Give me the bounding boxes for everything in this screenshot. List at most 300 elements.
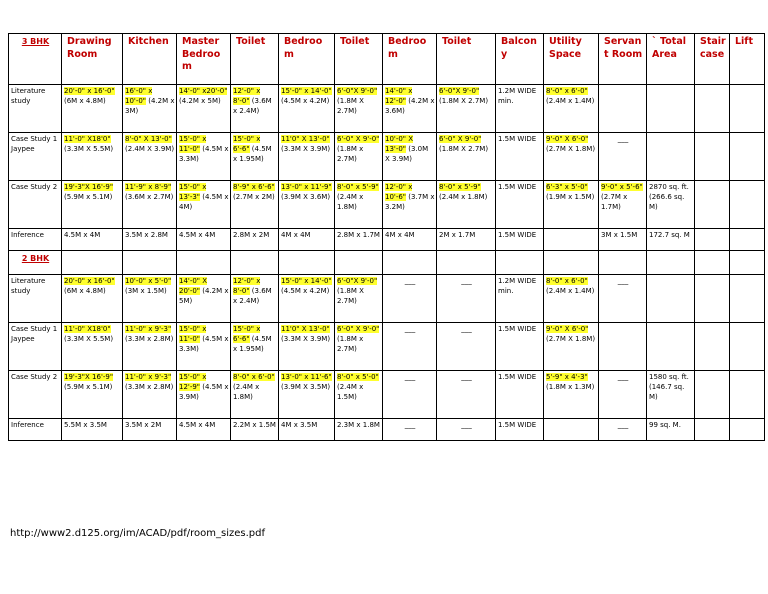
- dimension-metric: (4.5M x 3.9M): [179, 383, 229, 401]
- table-cell: [496, 251, 544, 275]
- table-cell: [544, 251, 599, 275]
- dimension-highlight: 12'-0" x 8'-0": [233, 87, 261, 105]
- table-row: [9, 371, 765, 419]
- dimension-metric: (4.5M x 3.3M): [179, 335, 229, 353]
- cell-text: 5.5M x 3.5M: [64, 421, 107, 429]
- table-cell: [335, 419, 383, 441]
- table-row: [9, 419, 765, 441]
- table-cell: [279, 133, 335, 181]
- cell-text: Case Study 1 Jaypee: [11, 135, 58, 153]
- cell-text: Case Study 2: [11, 373, 58, 381]
- table-cell: [599, 85, 647, 133]
- dimension-highlight: 10'-0" X 13'-0": [385, 135, 414, 153]
- table-cell: [496, 229, 544, 251]
- section-label-3bhk: 3 BHK: [9, 34, 62, 85]
- table-cell: [437, 181, 496, 229]
- dimension-metric: (4.2M x 5M): [179, 287, 229, 305]
- table-cell: [279, 323, 335, 371]
- dimension-metric: (3M x 1.5M): [125, 287, 167, 295]
- row-label: [9, 323, 62, 371]
- dimension-metric: (1.9M x 1.5M): [546, 193, 595, 201]
- table-row: [9, 133, 765, 181]
- table-cell: [647, 133, 695, 181]
- dimension-metric: (2.4M x 1.8M): [233, 383, 260, 401]
- table-cell: [695, 251, 730, 275]
- table-row: [9, 323, 765, 371]
- table-cell: [279, 85, 335, 133]
- cell-text: Case Study 2: [11, 183, 58, 191]
- table-cell: [335, 275, 383, 323]
- table-cell: [177, 323, 231, 371]
- cell-text: 4.5M x 4M: [64, 231, 101, 239]
- dimension-highlight: 11'-9" x 8'-9": [125, 183, 172, 191]
- cell-text: 2.8M x 1.7M: [337, 231, 380, 239]
- table-row: [9, 275, 765, 323]
- table-cell: [177, 275, 231, 323]
- dimension-highlight: 11'0" X 13'-0": [281, 135, 330, 143]
- table-cell: [544, 229, 599, 251]
- table-cell: [335, 251, 383, 275]
- dimension-metric: (3.9M X 3.6M): [281, 193, 331, 201]
- dimension-metric: (1.8M x 1.3M): [546, 383, 595, 391]
- column-header: Drawing Room: [62, 34, 123, 85]
- dimension-metric: (3.6M x 2.4M): [233, 287, 272, 305]
- cell-text: ___: [404, 277, 416, 285]
- column-header: Toilet: [231, 34, 279, 85]
- room-sizes-table: [8, 33, 765, 441]
- dimension-highlight: 6'-0" X 9'-0": [337, 135, 380, 143]
- cell-text: 1.5M WIDE: [498, 231, 537, 239]
- dimension-metric: (2.7M X 1.8M): [546, 335, 596, 343]
- row-label: [9, 371, 62, 419]
- dimension-metric: (3.3M X 5.5M): [64, 335, 114, 343]
- cell-text: ___: [404, 421, 416, 429]
- table-cell: [123, 85, 177, 133]
- dimension-metric: (4.5M x 1.95M): [233, 145, 272, 163]
- cell-text: 1.5M WIDE: [498, 421, 537, 429]
- cell-text: Case Study 1 Jaypee: [11, 325, 58, 343]
- dimension-metric: (5.9M x 5.1M): [64, 193, 113, 201]
- table-cell: [62, 371, 123, 419]
- cell-text: 2870 sq. ft. (266.6 sq. M): [649, 183, 689, 211]
- cell-text: 4.5M x 4M: [179, 421, 216, 429]
- dimension-metric: (6M x 4.8M): [64, 287, 106, 295]
- table-cell: [695, 229, 730, 251]
- dimension-highlight: 6'-0"X 9'-0": [337, 277, 378, 285]
- dimension-metric: (3.3M x 2.8M): [125, 335, 174, 343]
- cell-text: 3.5M x 2M: [125, 421, 162, 429]
- table-cell: [231, 181, 279, 229]
- dimension-metric: (3.3M X 3.9M): [281, 145, 331, 153]
- dimension-metric: (2.7M x 2M): [233, 193, 275, 201]
- dimension-highlight: 15'-0" x 12'-9": [179, 373, 207, 391]
- dimension-highlight: 11'-0" x 9'-3": [125, 325, 172, 333]
- table-row: [9, 181, 765, 229]
- dimension-metric: (4.2M x 3.6M): [385, 97, 435, 115]
- dimension-highlight: 9'-0" X 6'-0": [546, 135, 589, 143]
- table-cell: [730, 275, 765, 323]
- table-cell: [544, 133, 599, 181]
- table-cell: [279, 229, 335, 251]
- dimension-metric: (4.5M x 4.2M): [281, 287, 330, 295]
- table-cell: [335, 181, 383, 229]
- cell-text: 172.7 sq. M: [649, 231, 690, 239]
- row-label: [9, 419, 62, 441]
- table-cell: [647, 85, 695, 133]
- table-cell: [647, 323, 695, 371]
- table-cell: [177, 133, 231, 181]
- table-cell: [599, 181, 647, 229]
- table-cell: [383, 181, 437, 229]
- dimension-metric: (3.9M X 3.5M): [281, 383, 331, 391]
- table-cell: [123, 229, 177, 251]
- table-cell: [279, 251, 335, 275]
- dimension-metric: (4.2M x 5M): [179, 97, 221, 105]
- table-cell: [730, 181, 765, 229]
- table-cell: [496, 419, 544, 441]
- dimension-metric: (1.8M X 2.7M): [439, 145, 489, 153]
- column-header: Kitchen: [123, 34, 177, 85]
- table-cell: [730, 323, 765, 371]
- dimension-highlight: 11'-0" X18'0": [64, 325, 111, 333]
- table-cell: [496, 133, 544, 181]
- dimension-highlight: 8'-0" x 5'-0": [337, 373, 379, 381]
- dimension-highlight: 14'-0" X 20'-0": [179, 277, 208, 295]
- table-cell: [695, 181, 730, 229]
- cell-text: 2.2M x 1.5M: [233, 421, 276, 429]
- column-header: Bedroom: [279, 34, 335, 85]
- column-header: Bedroom: [383, 34, 437, 85]
- cell-text: 1.5M WIDE: [498, 373, 537, 381]
- table-cell: [437, 371, 496, 419]
- dimension-highlight: 12'-0" x 10'-6": [385, 183, 413, 201]
- table-cell: [730, 85, 765, 133]
- table-cell: [231, 371, 279, 419]
- table-cell: [231, 229, 279, 251]
- dimension-highlight: 8'-0" x 6'-0": [233, 373, 275, 381]
- cell-text: 3.5M x 2.8M: [125, 231, 168, 239]
- cell-text: ___: [617, 135, 629, 143]
- dimension-metric: (1.8M X 2.7M): [337, 287, 364, 305]
- dimension-highlight: 11'-0" X18'0": [64, 135, 111, 143]
- table-cell: [62, 323, 123, 371]
- cell-text: ___: [404, 325, 416, 333]
- cell-text: Literature study: [11, 277, 46, 295]
- cell-text: ___: [461, 373, 472, 381]
- dimension-metric: (1.8M x 2.7M): [337, 145, 364, 163]
- table-cell: [335, 85, 383, 133]
- table-cell: [383, 251, 437, 275]
- table-cell: [647, 371, 695, 419]
- table-cell: [695, 133, 730, 181]
- table-cell: [231, 419, 279, 441]
- dimension-highlight: 8'-9" x 6'-6": [233, 183, 275, 191]
- table-cell: [647, 275, 695, 323]
- table-cell: [544, 181, 599, 229]
- table-cell: [279, 419, 335, 441]
- cell-text: ___: [461, 325, 472, 333]
- row-label: [9, 275, 62, 323]
- table-cell: [383, 419, 437, 441]
- table-cell: [647, 229, 695, 251]
- dimension-highlight: 12'-0" x 8'-0": [233, 277, 261, 295]
- dimension-metric: (1.8M x 2.7M): [337, 335, 364, 353]
- column-header: Servant Room: [599, 34, 647, 85]
- cell-text: 2M x 1.7M: [439, 231, 476, 239]
- dimension-highlight: 15'-0" x 13'-3": [179, 183, 207, 201]
- dimension-metric: (2.7M X 1.8M): [546, 145, 596, 153]
- table-cell: [62, 251, 123, 275]
- table-cell: [383, 229, 437, 251]
- dimension-highlight: 8'-0" x 5'-9": [337, 183, 379, 191]
- table-cell: [383, 85, 437, 133]
- dimension-highlight: 10'-0" x 5'-0": [125, 277, 172, 285]
- cell-text: 4M x 4M: [281, 231, 311, 239]
- table-cell: [62, 181, 123, 229]
- table-cell: [62, 229, 123, 251]
- table-cell: [599, 371, 647, 419]
- dimension-highlight: 9'-0" X 6'-0": [546, 325, 589, 333]
- table-cell: [544, 323, 599, 371]
- cell-text: ___: [617, 421, 629, 429]
- dimension-metric: (4.2M x 3M): [125, 97, 175, 115]
- dimension-metric: (4.5M x 3.3M): [179, 145, 229, 163]
- table-cell: [496, 371, 544, 419]
- table-cell: [335, 323, 383, 371]
- table-cell: [383, 133, 437, 181]
- table-cell: [437, 323, 496, 371]
- dimension-highlight: 8'-0" x 6'-0": [546, 277, 588, 285]
- table-cell: [123, 275, 177, 323]
- table-cell: [177, 85, 231, 133]
- table-cell: [62, 133, 123, 181]
- column-header: Toilet: [335, 34, 383, 85]
- table-cell: [123, 181, 177, 229]
- table-cell: [437, 251, 496, 275]
- table-cell: [695, 371, 730, 419]
- dimension-metric: (5.9M x 5.1M): [64, 383, 113, 391]
- dimension-highlight: 15'-0" x 6'-6": [233, 325, 261, 343]
- dimension-highlight: 16'-0" x 10'-0": [125, 87, 153, 105]
- cell-text: 1.2M WIDE min.: [498, 277, 537, 295]
- cell-text: 4M x 3.5M: [281, 421, 318, 429]
- cell-text: 1580 sq. ft. (146.7 sq. M): [649, 373, 689, 401]
- cell-text: 1.2M WIDE min.: [498, 87, 537, 105]
- dimension-highlight: 14'-0" x20'-0": [179, 87, 228, 95]
- dimension-highlight: 13'-0" x 11'-6": [281, 373, 332, 381]
- section-label-2bhk: 2 BHK: [9, 251, 62, 275]
- dimension-highlight: 9'-0" x 5'-6": [601, 183, 643, 191]
- cell-text: Inference: [11, 421, 44, 429]
- dimension-metric: (3.3M X 3.9M): [281, 335, 331, 343]
- cell-text: 99 sq. M.: [649, 421, 681, 429]
- table-cell: [647, 419, 695, 441]
- dimension-highlight: 15'-0" x 6'-6": [233, 135, 261, 153]
- table-cell: [647, 181, 695, 229]
- dimension-metric: (4.5M x 4.2M): [281, 97, 330, 105]
- column-header: Lift: [730, 34, 765, 85]
- table-cell: [695, 275, 730, 323]
- dimension-highlight: 20'-0" x 16'-0": [64, 87, 115, 95]
- dimension-metric: (2.4M x 1.4M): [546, 287, 595, 295]
- dimension-metric: (4.5M x 4M): [179, 193, 229, 211]
- dimension-metric: (4.5M x 1.95M): [233, 335, 272, 353]
- table-cell: [177, 371, 231, 419]
- dimension-highlight: 11'-0" x 9'-3": [125, 373, 172, 381]
- dimension-highlight: 15'-0" x 14'-0": [281, 87, 332, 95]
- table-cell: [437, 229, 496, 251]
- table-cell: [695, 419, 730, 441]
- dimension-highlight: 6'-3" x 5'-0": [546, 183, 588, 191]
- table-cell: [231, 85, 279, 133]
- table-cell: [437, 419, 496, 441]
- dimension-highlight: 15'-0" x 11'-0": [179, 135, 207, 153]
- table-cell: [231, 133, 279, 181]
- table-cell: [730, 133, 765, 181]
- cell-text: ___: [461, 277, 472, 285]
- table-cell: [599, 251, 647, 275]
- dimension-highlight: 6'-0"X 9'-0": [337, 87, 378, 95]
- dimension-metric: (2.4M x 1.5M): [337, 383, 364, 401]
- column-header: Toilet: [437, 34, 496, 85]
- dimension-metric: (1.8M X 2.7M): [439, 97, 489, 105]
- table-cell: [383, 275, 437, 323]
- dimension-highlight: 14'-0" x 12'-0": [385, 87, 413, 105]
- dimension-highlight: 8'-0" X 13'-0": [125, 135, 172, 143]
- cell-text: 2.3M x 1.8M: [337, 421, 380, 429]
- cell-text: 2.8M x 2M: [233, 231, 270, 239]
- dimension-highlight: 8'-0" x 5'-9": [439, 183, 481, 191]
- column-header: Balcony: [496, 34, 544, 85]
- table-cell: [231, 323, 279, 371]
- table-cell: [730, 419, 765, 441]
- dimension-highlight: 15'-0" x 11'-0": [179, 325, 207, 343]
- dimension-metric: (2.4M x 1.8M): [439, 193, 488, 201]
- dimension-metric: (6M x 4.8M): [64, 97, 106, 105]
- table-cell: [177, 419, 231, 441]
- dimension-highlight: 19'-3"X 16'-9": [64, 373, 114, 381]
- table-cell: [279, 371, 335, 419]
- table-row: [9, 85, 765, 133]
- table-cell: [695, 323, 730, 371]
- table-cell: [123, 251, 177, 275]
- table-cell: [695, 85, 730, 133]
- table-cell: [383, 371, 437, 419]
- cell-text: 4.5M x 4M: [179, 231, 216, 239]
- dimension-highlight: 11'0" X 13'-0": [281, 325, 330, 333]
- dimension-highlight: 20'-0" x 16'-0": [64, 277, 115, 285]
- dimension-highlight: 19'-3"X 16'-9": [64, 183, 114, 191]
- dimension-highlight: 6'-0" X 9'-0": [337, 325, 380, 333]
- cell-text: Inference: [11, 231, 44, 239]
- cell-text: ___: [404, 373, 416, 381]
- table-cell: [599, 133, 647, 181]
- table-cell: [231, 275, 279, 323]
- table-cell: [544, 419, 599, 441]
- table-cell: [437, 275, 496, 323]
- table-cell: [544, 85, 599, 133]
- cell-text: ___: [461, 421, 472, 429]
- dimension-highlight: 8'-0" x 6'-0": [546, 87, 588, 95]
- dimension-highlight: 15'-0" x 14'-0": [281, 277, 332, 285]
- table-cell: [496, 85, 544, 133]
- table-cell: [599, 323, 647, 371]
- source-url-link[interactable]: http://www2.d125.org/im/ACAD/pdf/room_sizes.pdf: [10, 528, 265, 539]
- table-cell: [231, 251, 279, 275]
- table-cell: [599, 275, 647, 323]
- table-cell: [62, 275, 123, 323]
- dimension-metric: (3.3M x 2.8M): [125, 383, 174, 391]
- table-cell: [437, 85, 496, 133]
- row-label: [9, 181, 62, 229]
- cell-text: ___: [617, 373, 629, 381]
- table-cell: [279, 181, 335, 229]
- dimension-metric: (3.3M X 5.5M): [64, 145, 114, 153]
- table-cell: [730, 371, 765, 419]
- table-cell: [123, 133, 177, 181]
- table-cell: [177, 181, 231, 229]
- table-cell: [335, 133, 383, 181]
- dimension-highlight: 6'-0" X 9'-0": [439, 135, 482, 143]
- dimension-metric: (3.0M X 3.9M): [385, 145, 429, 163]
- table-cell: [730, 251, 765, 275]
- table-cell: [123, 323, 177, 371]
- dimension-metric: (3.6M x 2.7M): [125, 193, 174, 201]
- dimension-metric: (2.4M X 3.9M): [125, 145, 175, 153]
- table-cell: [599, 419, 647, 441]
- cell-text: 1.5M WIDE: [498, 325, 537, 333]
- table-cell: [177, 229, 231, 251]
- table-cell: [496, 181, 544, 229]
- row-label: [9, 229, 62, 251]
- row-label: [9, 133, 62, 181]
- dimension-metric: (2.4M x 1.4M): [546, 97, 595, 105]
- header-row: [9, 34, 765, 85]
- dimension-metric: (1.8M X 2.7M): [337, 97, 364, 115]
- table-cell: [62, 85, 123, 133]
- column-header: Utility Space: [544, 34, 599, 85]
- dimension-highlight: 6'-0"X 9'-0": [439, 87, 480, 95]
- row-label: [9, 85, 62, 133]
- column-header: Master Bedroom: [177, 34, 231, 85]
- table-cell: [279, 275, 335, 323]
- cell-text: Literature study: [11, 87, 46, 105]
- table-cell: [123, 419, 177, 441]
- cell-text: ___: [617, 277, 629, 285]
- table-cell: [730, 229, 765, 251]
- cell-text: 4M x 4M: [385, 231, 415, 239]
- dimension-metric: (2.7M x 1.7M): [601, 193, 628, 211]
- table-cell: [544, 275, 599, 323]
- table-cell: [335, 229, 383, 251]
- table-cell: [437, 133, 496, 181]
- cell-text: 3M x 1.5M: [601, 231, 638, 239]
- table-cell: [544, 371, 599, 419]
- table-cell: [496, 323, 544, 371]
- dimension-metric: (2.4M x 1.8M): [337, 193, 364, 211]
- dimension-metric: (3.7M x 3.2M): [385, 193, 435, 211]
- dimension-highlight: 13'-0" x 11'-9": [281, 183, 332, 191]
- cell-text: 1.5M WIDE: [498, 135, 537, 143]
- table-cell: [177, 251, 231, 275]
- table-cell: [123, 371, 177, 419]
- table-row: [9, 229, 765, 251]
- table-cell: [647, 251, 695, 275]
- table-cell: [496, 275, 544, 323]
- table-cell: [62, 419, 123, 441]
- table-cell: [599, 229, 647, 251]
- dimension-metric: (3.6M x 2.4M): [233, 97, 272, 115]
